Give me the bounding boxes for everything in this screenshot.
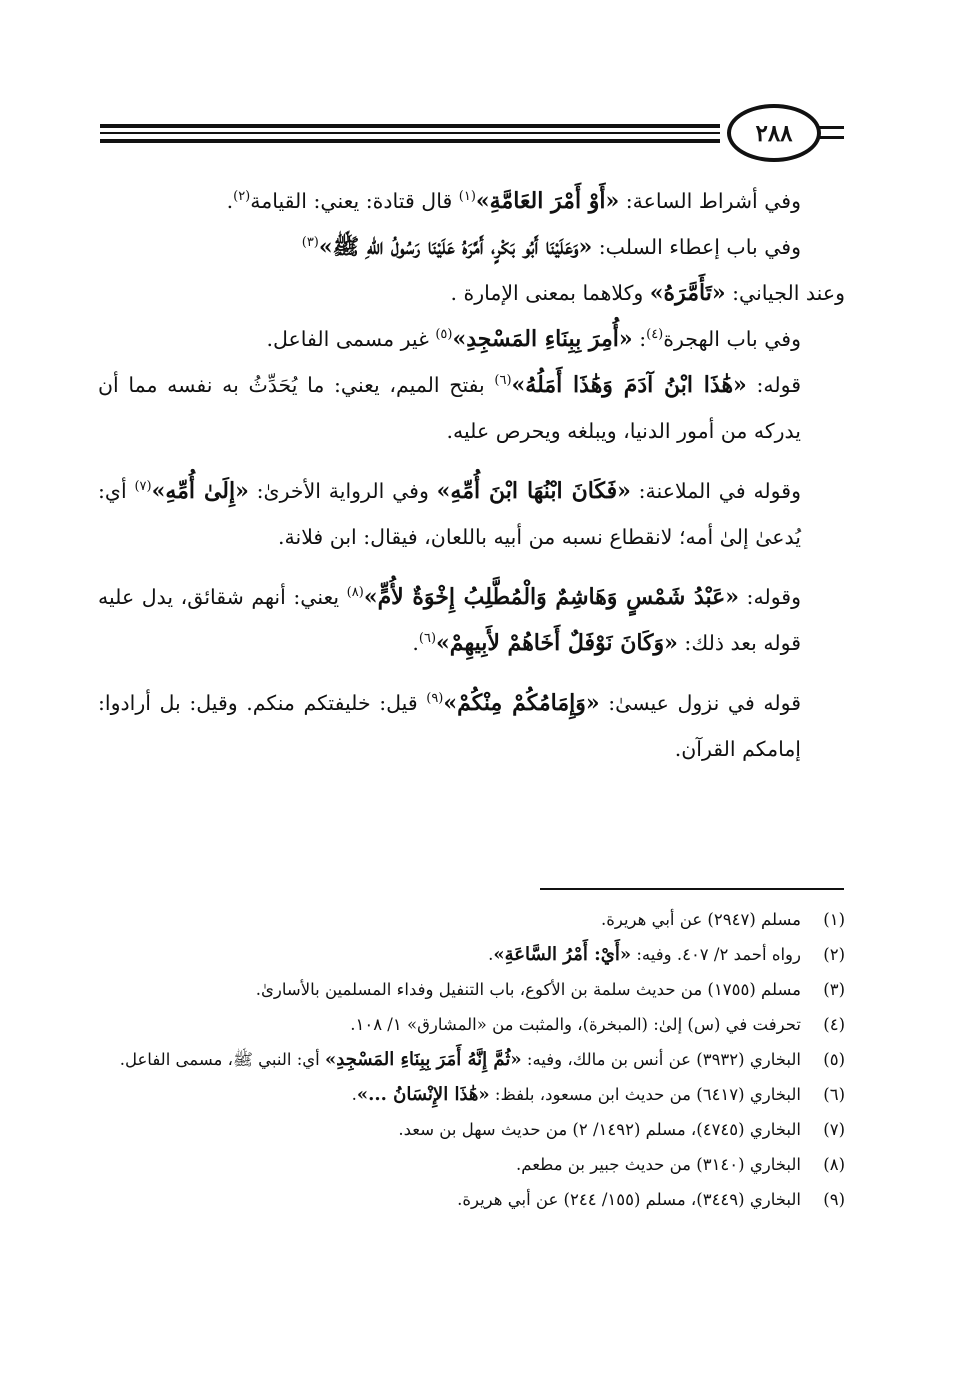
quote: «وَعَلَيْنَا أَبُو بَكْرٍ، أَمَّرَهُ عَلَيْنَا رَسُولُ اللهِ ﷺ» — [318, 234, 593, 260]
footnote-ref[interactable]: (٢) — [233, 189, 251, 205]
quote: «فَكَانَ ابْنُهَا ابْنَ أُمِّهِ» — [436, 478, 631, 504]
quote: «هَٰذَا ابْنُ آدَمَ وَهَٰذَا أَمَلُهُ» — [511, 372, 747, 398]
quote: «أَوْ أَمْرَ العَامَّةِ» — [475, 188, 620, 214]
footnote-number: (٥) — [823, 1050, 845, 1069]
footnote-5: (٥) البخاري (٣٩٣٢) عن أنس بن مالك، وفيه: «ثُمَّ إِنَّهُ أَمَرَ بِبِنَاءِ المَسْجِدِ» أي: النبي ﷺ، مسمى الفاعل. — [98, 1042, 845, 1077]
quote: «تَأَمَّرَهُ» — [649, 280, 726, 306]
footnote-ref[interactable]: (٧) — [134, 479, 152, 495]
footnote-number: (١) — [823, 910, 845, 929]
page-number-badge — [727, 104, 821, 162]
paragraph-6: وقوله في الملاعنة: «فَكَانَ ابْنُهَا ابْنَ أُمِّهِ» وفي الرواية الأخرىٰ: «إِلَىٰ أُمِّهِ»$^{(٧)}$ أي: يُدعىٰ إلىٰ أمه؛ لانقطاع نسبه من أبيه باللعان، فيقال: ابن فلانة. — [98, 478, 801, 549]
footnote-number: (٢) — [823, 945, 845, 964]
footnote-ref[interactable]: (٩) — [426, 691, 444, 707]
footnote-ref[interactable]: (٦) — [494, 373, 512, 389]
quote: «عَبْدُ شَمْسٍ وَهَاشِمٌ وَالْمُطَّلِبُ إِخْوَةٌ لأُمٍّ» — [363, 584, 740, 610]
header-rule-thick-lower — [100, 139, 720, 143]
footnote-8: (٨) البخاري (٣١٤٠) من حديث جبير بن مطعم. — [98, 1147, 845, 1182]
footnote-number: (٩) — [823, 1190, 845, 1209]
footnote-3: (٣) مسلم (١٧٥٥) من حديث سلمة بن الأكوع، باب التنفيل وفداء المسلمين بالأسارىٰ. — [98, 972, 845, 1007]
page-header — [0, 0, 953, 170]
footnote-ref[interactable]: (٤) — [646, 327, 664, 343]
footnote-number: (٧) — [823, 1120, 845, 1139]
footnote-number: (٣) — [823, 980, 845, 999]
quote: «وَإِمَامُكُمْ مِنْكُمْ» — [443, 690, 600, 716]
footnote-1: (١) مسلم (٢٩٤٧) عن أبي هريرة. — [98, 902, 845, 937]
footnotes — [98, 902, 845, 1217]
quote: «وَكَانَ نَوْفَلٌ أَخَاهُمْ لأَبِيهِمْ» — [436, 630, 678, 656]
footnote-ref[interactable]: (٦) — [418, 631, 437, 647]
footnote-number: (٤) — [823, 1015, 845, 1034]
footnote-2: (٢) رواه أحمد ٢/ ٤٠٧. وفيه: «أَيْ: أَمْرُ السَّاعَةِ». — [98, 937, 845, 972]
footnote-separator — [540, 888, 844, 890]
footnote-ref[interactable]: (١) — [458, 189, 476, 205]
footnote-ref[interactable]: (٣) — [301, 235, 319, 251]
footnote-6: (٦) البخاري (٦٤١٧) من حديث ابن مسعود، بلفظ: «هَٰذَا الإِنْسَانُ ...». — [98, 1077, 845, 1112]
paragraph-1: وفي أشراط الساعة: «أَوْ أَمْرَ العَامَّةِ»$^{(١)}$ قال قتادة: يعني: القيامة$^{(٢)}$. — [226, 188, 801, 214]
header-rule-thin — [100, 132, 720, 134]
quote: «أُمِرَ بِبِنَاءِ المَسْجِدِ» — [452, 326, 633, 352]
quote: «ثُمَّ إِنَّهُ أَمَرَ بِبِنَاءِ المَسْجِدِ» — [325, 1049, 522, 1070]
footnote-4: (٤) تحرفت في (س) إلىٰ: (المبخرة)، والمثبت من «المشارق» ١/ ١٠٨. — [98, 1007, 845, 1042]
quote: «أَيْ: أَمْرُ السَّاعَةِ» — [493, 944, 632, 965]
main-text — [98, 178, 845, 772]
footnote-9: (٩) البخاري (٣٤٤٩)، مسلم (١٥٥/ ٢٤٤) عن أبي هريرة. — [98, 1182, 845, 1217]
paragraph-5: قوله: «هَٰذَا ابْنُ آدَمَ وَهَٰذَا أَمَلُهُ»$^{(٦)}$ بفتح الميم، يعني: ما يُحَدِّثُ به نفسه مما أن يدركه من أمور الدنيا، ويبلغه ويحرص عليه. — [98, 372, 801, 443]
paragraph-2: وفي باب إعطاء السلب: «وَعَلَيْنَا أَبُو بَكْرٍ، أَمَّرَهُ عَلَيْنَا رَسُولُ اللهِ ﷺ»$^{(٣)}$ — [301, 234, 801, 260]
header-rule-right-lower — [818, 136, 844, 139]
header-rule-thick — [100, 124, 720, 128]
quote: «إِلَىٰ أُمِّهِ» — [151, 478, 249, 504]
quote: «هَٰذَا الإِنْسَانُ ...» — [356, 1084, 490, 1105]
page-number: ٢٨٨ — [755, 119, 793, 147]
paragraph-7: وقوله: «عَبْدُ شَمْسٍ وَهَاشِمٌ وَالْمُطَّلِبُ إِخْوَةٌ لأُمٍّ»$^{(٨)}$ يعني: أنهم شقائق، يدل عليه قوله بعد ذلك: «وَكَانَ نَوْفَلٌ أَخَاهُمْ لأَبِيهِمْ»$^{(٦)}$. — [98, 584, 801, 656]
footnote-ref[interactable]: (٨) — [346, 585, 364, 601]
footnote-number: (٦) — [823, 1085, 845, 1104]
header-rule-right — [818, 126, 844, 129]
footnote-number: (٨) — [823, 1155, 845, 1174]
paragraph-8: قوله في نزول عيسىٰ: «وَإِمَامُكُمْ مِنْكُمْ»$^{(٩)}$ قيل: خليفتكم منكم. وقيل: بل أرادوا: إمامكم القرآن. — [98, 690, 801, 761]
footnote-7: (٧) البخاري (٤٧٤٥)، مسلم (١٤٩٢/ ٢) من حديث سهل بن سعد. — [98, 1112, 845, 1147]
paragraph-3: وعند الجياني: «تَأَمَّرَهُ» وكلاهما بمعنى الإمارة . — [450, 280, 845, 306]
footnote-ref[interactable]: (٥) — [435, 327, 453, 343]
paragraph-4: وفي باب الهجرة$^{(٤)}$: «أُمِرَ بِبِنَاءِ المَسْجِدِ»$^{(٥)}$ غير مسمى الفاعل. — [266, 326, 801, 352]
